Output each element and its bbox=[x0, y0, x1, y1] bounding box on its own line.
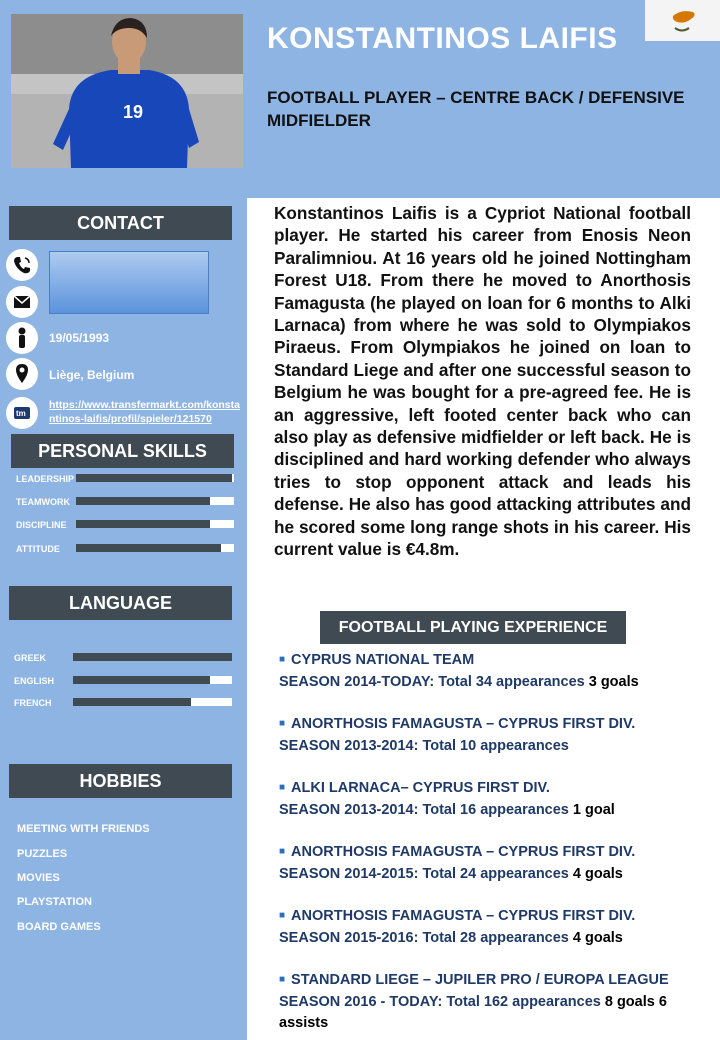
experience-heading: FOOTBALL PLAYING EXPERIENCE bbox=[320, 611, 626, 644]
experience-item bbox=[279, 905, 709, 949]
skill-bar-fill bbox=[76, 474, 232, 482]
experience-goals: 4 goals bbox=[572, 865, 623, 882]
transfermarkt-icon bbox=[6, 397, 38, 429]
bullet-icon: ■ bbox=[279, 654, 286, 665]
experience-season: SEASON 2016 - TODAY: Total 162 appearances bbox=[279, 993, 601, 1010]
personal-skills-heading: PERSONAL SKILLS bbox=[11, 434, 234, 468]
experience-season: SEASON 2014-TODAY: Total 34 appearances bbox=[279, 673, 585, 690]
language-bar-english bbox=[73, 676, 232, 684]
experience-goals: 1 goal bbox=[572, 801, 615, 818]
hobby-item: MEETING WITH FRIENDS bbox=[17, 823, 150, 835]
skill-label: ATTITUDE bbox=[16, 544, 60, 554]
experience-club: ALKI LARNACA– CYPRUS FIRST DIV. bbox=[291, 780, 550, 796]
player-name: KONSTANTINOS LAIFIS bbox=[267, 22, 618, 55]
language-bar-fill bbox=[73, 698, 191, 706]
language-label: GREEK bbox=[14, 653, 47, 663]
bullet-icon: ■ bbox=[279, 782, 286, 793]
hobby-item: BOARD GAMES bbox=[17, 921, 101, 933]
skill-label: DISCIPLINE bbox=[16, 520, 67, 530]
hobby-item: PLAYSTATION bbox=[17, 896, 92, 908]
experience-season: SEASON 2014-2015: Total 24 appearances bbox=[279, 865, 569, 882]
experience-season: SEASON 2013-2014: Total 10 appearances bbox=[279, 737, 569, 754]
language-label: FRENCH bbox=[14, 698, 52, 708]
shirt-number: 19 bbox=[123, 102, 144, 122]
experience-item bbox=[279, 713, 709, 757]
experience-goals: 3 goals bbox=[588, 673, 639, 690]
experience-item bbox=[279, 969, 709, 1035]
skill-bar-fill bbox=[76, 497, 210, 505]
language-bar-fill bbox=[73, 676, 210, 684]
skill-bar-fill bbox=[76, 520, 210, 528]
location: Liège, Belgium bbox=[49, 368, 135, 382]
hobby-item: PUZZLES bbox=[17, 848, 68, 860]
experience-season: SEASON 2015-2016: Total 28 appearances bbox=[279, 929, 569, 946]
experience-goals: 8 goals 6 assists bbox=[279, 993, 667, 1031]
experience-club: STANDARD LIEGE – JUPILER PRO / EUROPA LEAGUE bbox=[291, 972, 669, 988]
player-photo-illustration bbox=[11, 14, 243, 168]
email-icon bbox=[6, 286, 38, 318]
svg-text:tm: tm bbox=[16, 409, 26, 418]
bullet-icon: ■ bbox=[279, 910, 286, 921]
experience-item bbox=[279, 841, 709, 885]
language-bar-fill bbox=[73, 653, 232, 661]
language-label: ENGLISH bbox=[14, 676, 55, 686]
experience-club: ANORTHOSIS FAMAGUSTA – CYPRUS FIRST DIV. bbox=[291, 716, 636, 732]
skill-label: LEADERSHIP bbox=[16, 474, 75, 484]
player-photo bbox=[11, 14, 243, 168]
hobby-item: MOVIES bbox=[17, 872, 60, 884]
cyprus-flag-icon bbox=[645, 0, 720, 41]
experience-club: CYPRUS NATIONAL TEAM bbox=[291, 652, 475, 668]
person-icon bbox=[6, 322, 38, 354]
bullet-icon: ■ bbox=[279, 718, 286, 729]
bullet-icon: ■ bbox=[279, 846, 286, 857]
language-bar-greek bbox=[73, 653, 232, 661]
hobbies-heading: HOBBIES bbox=[9, 764, 232, 798]
experience-club: ANORTHOSIS FAMAGUSTA – CYPRUS FIRST DIV. bbox=[291, 908, 636, 924]
skill-bar-leadership bbox=[76, 474, 234, 482]
date-of-birth: 19/05/1993 bbox=[49, 331, 110, 345]
transfermarkt-link[interactable]: https://www.transfermarkt.com/konstantinos-laifis/profil/spieler/121570 bbox=[49, 399, 240, 425]
player-role: FOOTBALL PLAYER – CENTRE BACK / DEFENSIVE MIDFIELDER bbox=[267, 88, 685, 130]
skill-bar-fill bbox=[76, 544, 221, 552]
bullet-icon: ■ bbox=[279, 974, 286, 985]
skill-bar-discipline bbox=[76, 520, 234, 528]
skill-label: TEAMWORK bbox=[16, 497, 70, 507]
experience-item bbox=[279, 777, 709, 821]
experience-goals: 4 goals bbox=[572, 929, 623, 946]
contact-placeholder-box bbox=[49, 251, 209, 314]
biography: Konstantinos Laifis is a Cypriot National football player. He started his career from Enosis Neon Paralimniou. At 16 years old he joined Nottingham Forest U18. From there he moved to Anorthosis Famagusta (he played on loan for 6 months to Alki Larnaca) from where he was sold to Olympiakos Piraeus. From Olympiakos he joined on loan to Standard Liege and after one successful season to Belgium he was bought for a pre-agreed fee. He is an aggressive, left footed center back who can also play as defensive midfielder or left back. He is disciplined and hard working defender who always tries to stop opponent attack and leads his defense. He also has good attacking attributes and he scored some long range shots in his career. His current value is €4.8m. bbox=[274, 203, 691, 560]
experience-club: ANORTHOSIS FAMAGUSTA – CYPRUS FIRST DIV. bbox=[291, 844, 636, 860]
experience-season: SEASON 2013-2014: Total 16 appearances bbox=[279, 801, 569, 818]
skill-bar-attitude bbox=[76, 544, 234, 552]
location-pin-icon bbox=[6, 358, 38, 390]
experience-item bbox=[279, 649, 709, 693]
skill-bar-teamwork bbox=[76, 497, 234, 505]
phone-icon bbox=[6, 249, 38, 281]
language-bar-french bbox=[73, 698, 232, 706]
language-heading: LANGUAGE bbox=[9, 586, 232, 620]
contact-heading: CONTACT bbox=[9, 206, 232, 240]
